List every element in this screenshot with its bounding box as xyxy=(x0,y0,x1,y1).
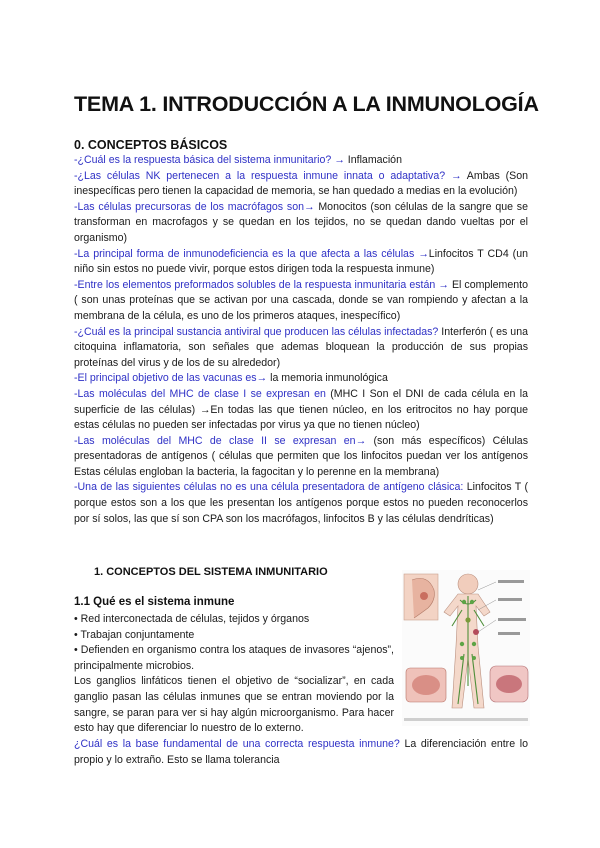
qa-answer: (son más específicos) Células presentadoras de antígenos ( células que permiten que los linfocitos puedan ver los antígenos Estas células engloban la bacteria, la fagocitan y lo perenne en la membrana) xyxy=(74,434,528,478)
qa-item xyxy=(74,278,528,325)
qa-question: -El principal objetivo de las vacunas es→ xyxy=(74,372,271,385)
qa-answer: Linfocitos T ( porque estos son a los que les presentan los antígenos porque estos no pueden reconocerlos por sí solos, las que sí son CPA son los macrófagos, linfocitos B y las células dendríticas) xyxy=(74,481,528,525)
lymphatic-system-illustration xyxy=(402,570,530,726)
qa-item xyxy=(74,169,528,200)
qa-item xyxy=(74,200,528,247)
subsection-heading: 1.1 Qué es el sistema inmune xyxy=(74,596,235,608)
qa-question: -Las moléculas del MHC de clase I se expresan en xyxy=(74,387,331,400)
qa-item xyxy=(74,371,528,387)
section-heading: 0. CONCEPTOS BÁSICOS xyxy=(74,138,228,152)
qa-question: -La principal forma de inmunodeficiencia es la que afecta a las células → xyxy=(74,247,429,260)
qa-answer: El complemento ( son unas proteínas que se activan por una cascada, donde se van rompiendo y afectan a la membrana de la célula, es uno de los primeros ataques, inespecífico) xyxy=(74,278,528,322)
qa-question: -¿Cuál es la principal sustancia antiviral que producen las células infectadas? xyxy=(74,325,442,338)
qa-answer: Interferón ( es una citoquina inflamatoria, son señales que ademas bloquean la producción de sus propias proteínas del virus y de los de su alrededor) xyxy=(74,325,528,369)
qa-question: ¿Cuál es la base fundamental de una correcta respuesta inmune? xyxy=(74,738,405,750)
lymph-nodes-paragraph: Los ganglios linfáticos tienen el objetivo de “socializar”, en cada ganglio pasan las células inmunes que se entran moviendo por la sangre, se paran para ver si hay algún microorganismo. Para hacer esto hay que diferenciar lo nuestro de lo externo. xyxy=(74,675,394,735)
qa-question: -Las células precursoras de los macrófagos son→ xyxy=(74,200,319,213)
immune-system-list xyxy=(74,612,394,737)
lymphatic-system-figure xyxy=(402,570,530,726)
qa-answer: La diferenciación entre lo propio y lo extraño. Esto se llama tolerancia xyxy=(74,738,528,766)
qa-question: -Entre los elementos preformados solubles de la respuesta inmunitaria están → xyxy=(74,278,452,291)
qa-answer: la memoria inmunológica xyxy=(270,372,388,385)
qa-item xyxy=(74,434,528,481)
qa-item xyxy=(74,737,528,768)
qa-item xyxy=(74,387,528,434)
page-title: TEMA 1. INTRODUCCIÓN A LA INMUNOLOGÍA xyxy=(74,92,539,116)
qa-item xyxy=(74,247,528,278)
list-item: • Trabajan conjuntamente xyxy=(74,628,195,641)
tolerance-question xyxy=(74,737,528,768)
qa-answer: (MHC I Son el DNI de cada célula en la superficie de las células) →En todas las que tienen núcleo, en los eritrocitos no hay porque estas células no pueden ser infectadas por virus ya que no tienen núcleo) xyxy=(74,387,529,432)
qa-answer: Monocitos (son células de la sangre que se transforman en macrofagos y se quedan en los tejidos, no se quedan dando vueltas por el organismo) xyxy=(74,200,528,244)
qa-question: -Las moléculas del MHC de clase II se expresan en→ xyxy=(74,434,374,447)
qa-item xyxy=(74,480,528,527)
list-item: • Red interconectada de células, tejidos y órganos xyxy=(74,613,310,625)
qa-question: -Una de las siguientes células no es una célula presentadora de antígeno clásica: xyxy=(74,481,467,494)
qa-answer: Ambas (Son inespecíficas pero tienen la capacidad de memoria, se han quedado a medias en la evolución) xyxy=(74,169,528,198)
qa-question: -¿Las células NK pertenecen a la respuesta inmune innata o adaptativa? → xyxy=(74,169,467,182)
section-heading: 1. CONCEPTOS DEL SISTEMA INMUNITARIO xyxy=(94,566,328,578)
list-item: • Defienden en organismo contra los ataques de invasores “ajenos”, principalmente microbios. xyxy=(74,644,394,672)
qa-answer: Inflamación xyxy=(347,154,402,166)
qa-answer: Linfocitos T CD4 (un niño sin estos no puede vivir, porque estos dirigen toda la respuesta inmune) xyxy=(74,247,528,276)
qa-item xyxy=(74,325,528,372)
qa-item xyxy=(74,153,528,169)
qa-question: -¿Cuál es la respuesta básica del sistema inmunitario? → xyxy=(74,154,348,166)
basic-concepts-section xyxy=(74,138,528,527)
